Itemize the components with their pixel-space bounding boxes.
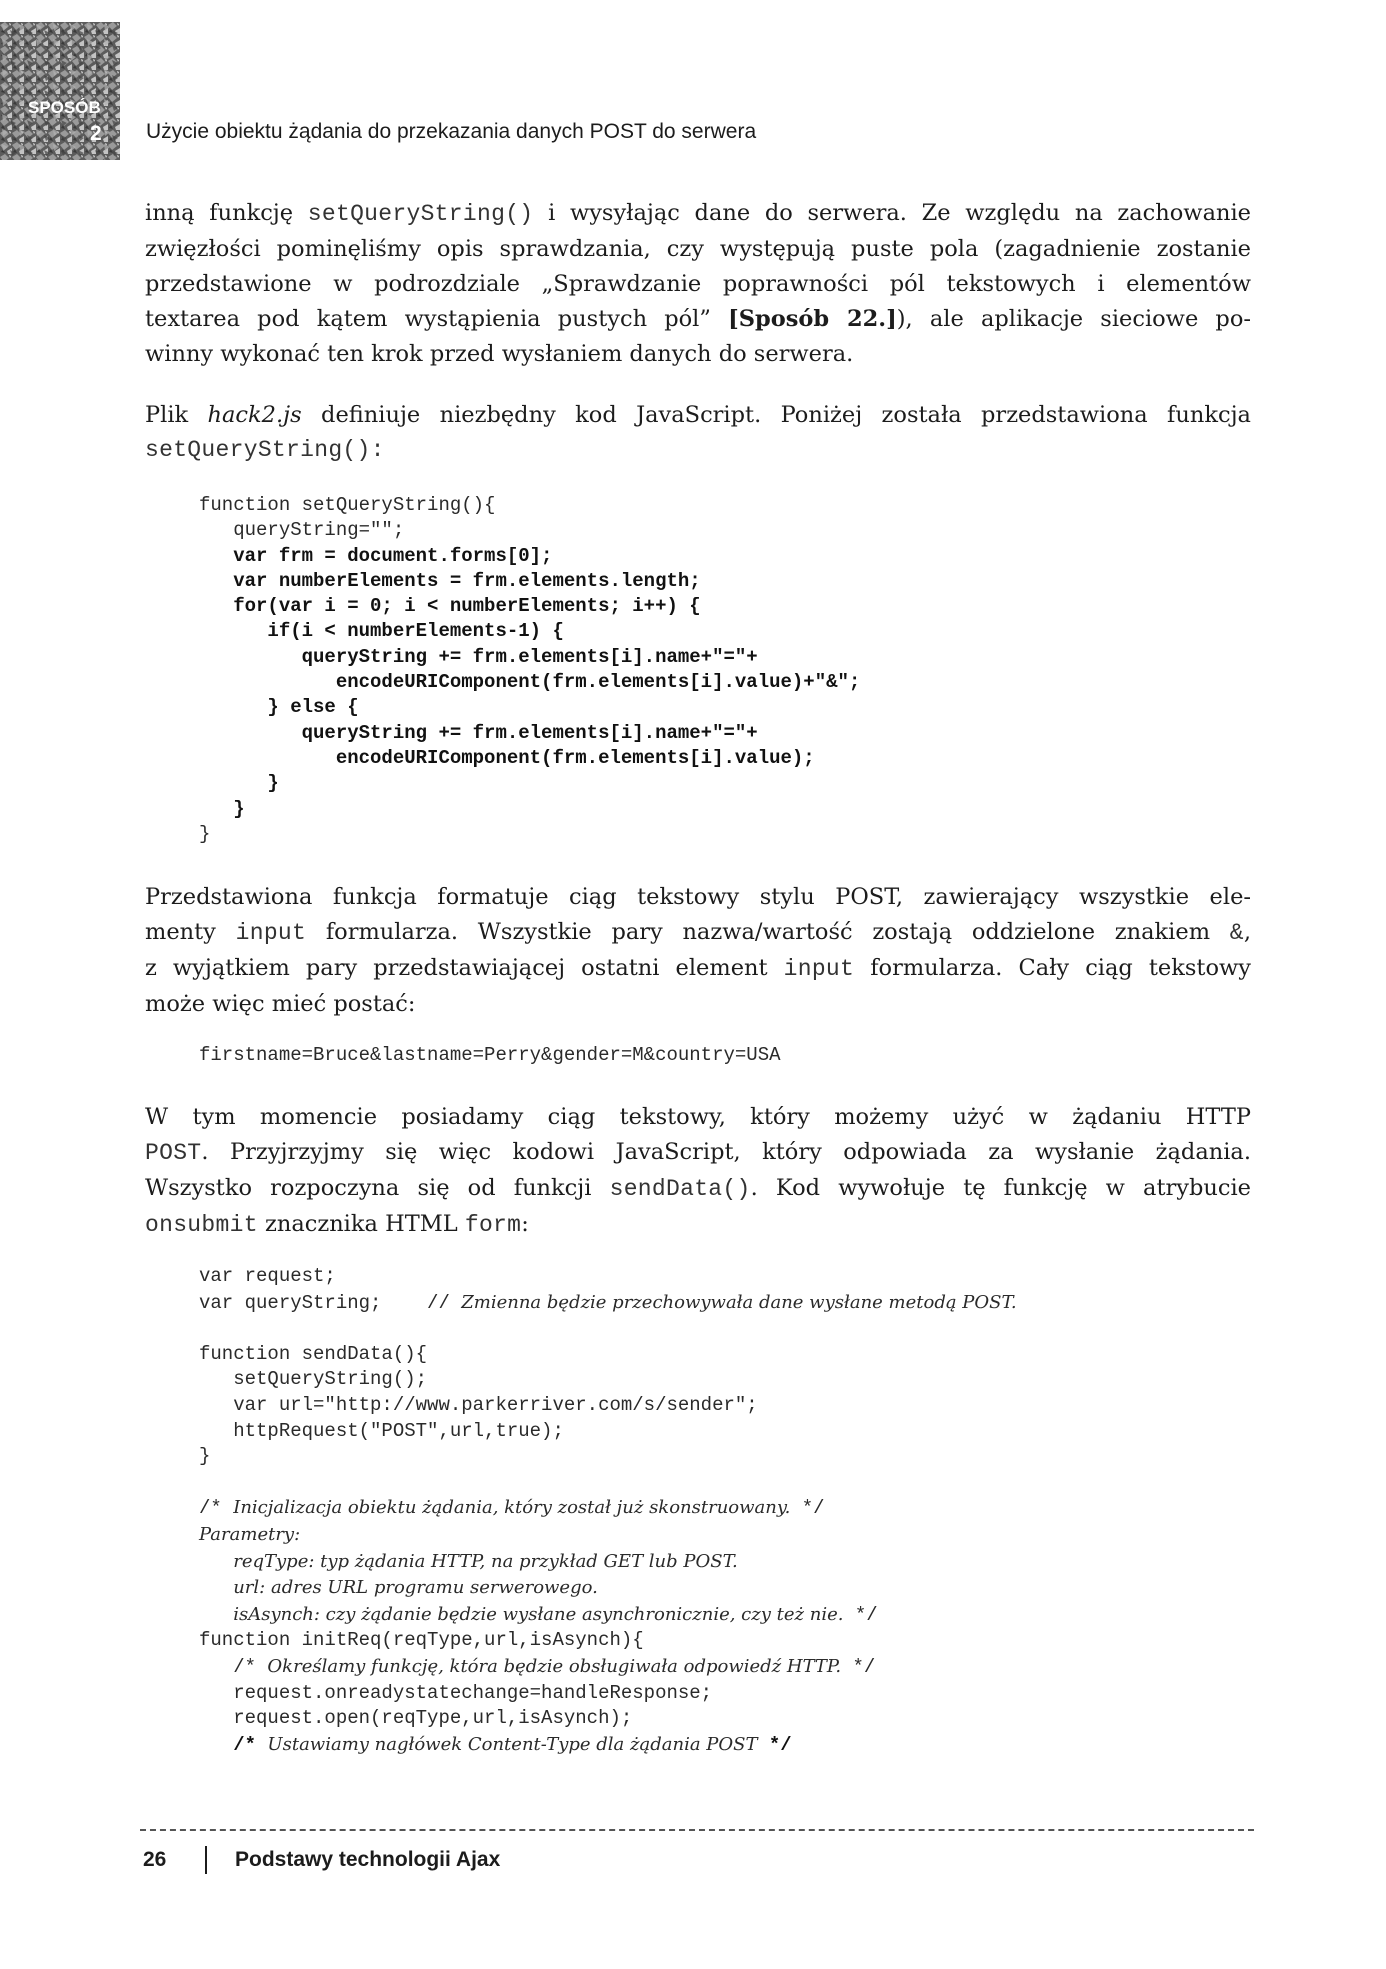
code-comment: Określamy funkcję, która będzie obsługiwała odpowiedź HTTP. (267, 1655, 842, 1677)
code-comment: isAsynch: czy żądanie będzie wysłane asynchronicznie, czy też nie. (233, 1603, 844, 1625)
file-name: hack2.js (207, 402, 302, 428)
text-line: zwięzłości pominęliśmy opis sprawdzania, czy występują puste pola (zagadnienie zostanie (145, 236, 1251, 262)
inline-code: setQueryString() (307, 201, 534, 227)
text-line: Przedstawiona funkcja formatuje ciąg tekstowy stylu POST, zawierający wszystkie ele- (145, 884, 1251, 910)
paragraph-1 (145, 196, 1251, 372)
footer-rule (140, 1829, 1254, 1831)
inline-code: & (1229, 920, 1244, 946)
text-line: textarea pod kątem wystąpienia pustych pól” [Sposób 22.]), ale aplikacje sieciowe po- (145, 306, 1251, 332)
text-line: przedstawione w podrozdziale „Sprawdzanie poprawności pól tekstowych i elementów (145, 271, 1251, 297)
badge-label: SPOSÓB (28, 98, 101, 117)
page-number: 26 (143, 1848, 167, 1871)
inline-code: onsubmit (145, 1212, 258, 1238)
text-line: Plik hack2.js definiuje niezbędny kod JavaScript. Poniżej została przedstawiona funkcja (145, 402, 1251, 428)
code-listing-set-query-string: function setQueryString(){ queryString=""; var frm = document.forms[0]; var numberElements = frm.elements.length; for(var i = 0; i < numberElements; i++) { if(i < numberElements-1) { queryString += frm.elements[i].name+"="+ encodeURIComponent(frm.elements[i].value)+"&"; } else { queryString += frm.elements[i].name+"="+ encodeURIComponent(frm.elements[i].value); } } } (199, 494, 861, 845)
code-comment: reqType: typ żądania HTTP, na przykład GET lub POST. (233, 1550, 738, 1572)
chapter-badge (0, 22, 120, 160)
badge-texture (0, 22, 120, 160)
code-comment: Ustawiamy nagłówek Content-Type dla żądania POST (267, 1733, 758, 1755)
code-comment: Inicjalizacja obiektu żądania, który został już skonstruowany. (233, 1497, 791, 1519)
text-line: Wszystko rozpoczyna się od funkcji sendData(). Kod wywołuje tę funkcję w atrybucie (145, 1175, 1251, 1202)
inline-code: input (235, 920, 307, 946)
running-header-title: Użycie obiektu żądania do przekazania danych POST do serwera (146, 120, 757, 143)
code-listing-send-data: var request; var queryString; // Zmienna będzie przechowywała dane wysłane metodą POST. function sendData(){ setQueryString(); var url="http://www.parkerriver.com/s/sender"; httpRequest("POST",url,true); } /* Inicjalizacja obiektu żądania, który został już skonstruowany. */ Parametry: reqType: typ żądania HTTP, na przykład GET lub POST. url: adres URL programu serwerowego. isAsynch: czy żądanie będzie wysłane asynchronicznie, czy też nie. */ function initReq(reqType,url,isAsynch){ /* Określamy funkcję, która będzie obsługiwała odpowiedź HTTP. */ request.onreadystatechange=handleResponse; request.open(reqType,url,isAsynch); /* Ustawiamy nagłówek Content-Type dla żądania POST */ (199, 1265, 1017, 1756)
paragraph-3 (145, 880, 1251, 1022)
text-line: POST. Przyjrzyjmy się więc kodowi JavaScript, który odpowiada za wysłanie żądania. (145, 1139, 1251, 1166)
text-line: winny wykonać ten krok przed wysłaniem danych do serwera. (145, 341, 854, 367)
code-comment: Zmienna będzie przechowywała dane wysłane metodą POST. (461, 1291, 1017, 1313)
text-line: inną funkcję setQueryString() i wysyłając dane do serwera. Ze względu na zachowanie (145, 200, 1251, 227)
badge-number: 2 (90, 122, 102, 145)
text-line: z wyjątkiem pary przedstawiającej ostatni element input formularza. Cały ciąg tekstowy (145, 955, 1251, 982)
inline-code: input (783, 956, 855, 982)
code-comment: Parametry: (199, 1523, 301, 1545)
text-line: W tym momencie posiadamy ciąg tekstowy, który możemy użyć w żądaniu HTTP (145, 1104, 1251, 1130)
inline-code: form (464, 1212, 522, 1238)
inline-code: POST (145, 1140, 202, 1166)
text-line: menty input formularza. Wszystkie pary nazwa/wartość zostają oddzielone znakiem &, (145, 919, 1252, 946)
footer-book-title: Podstawy technologii Ajax (235, 1848, 501, 1871)
inline-code: setQueryString(): (145, 437, 385, 463)
code-comment: url: adres URL programu serwerowego. (233, 1577, 598, 1599)
paragraph-4 (145, 1100, 1251, 1243)
text-line: onsubmit znacznika HTML form: (145, 1211, 529, 1238)
code-example-query-string: firstname=Bruce&lastname=Perry&gender=M&country=USA (199, 1044, 781, 1066)
text-line: może więc mieć postać: (145, 991, 416, 1017)
cross-reference: [Sposób 22.] (728, 306, 897, 332)
inline-code: sendData() (609, 1176, 751, 1202)
paragraph-2 (145, 398, 1251, 468)
footer-separator (205, 1846, 207, 1874)
